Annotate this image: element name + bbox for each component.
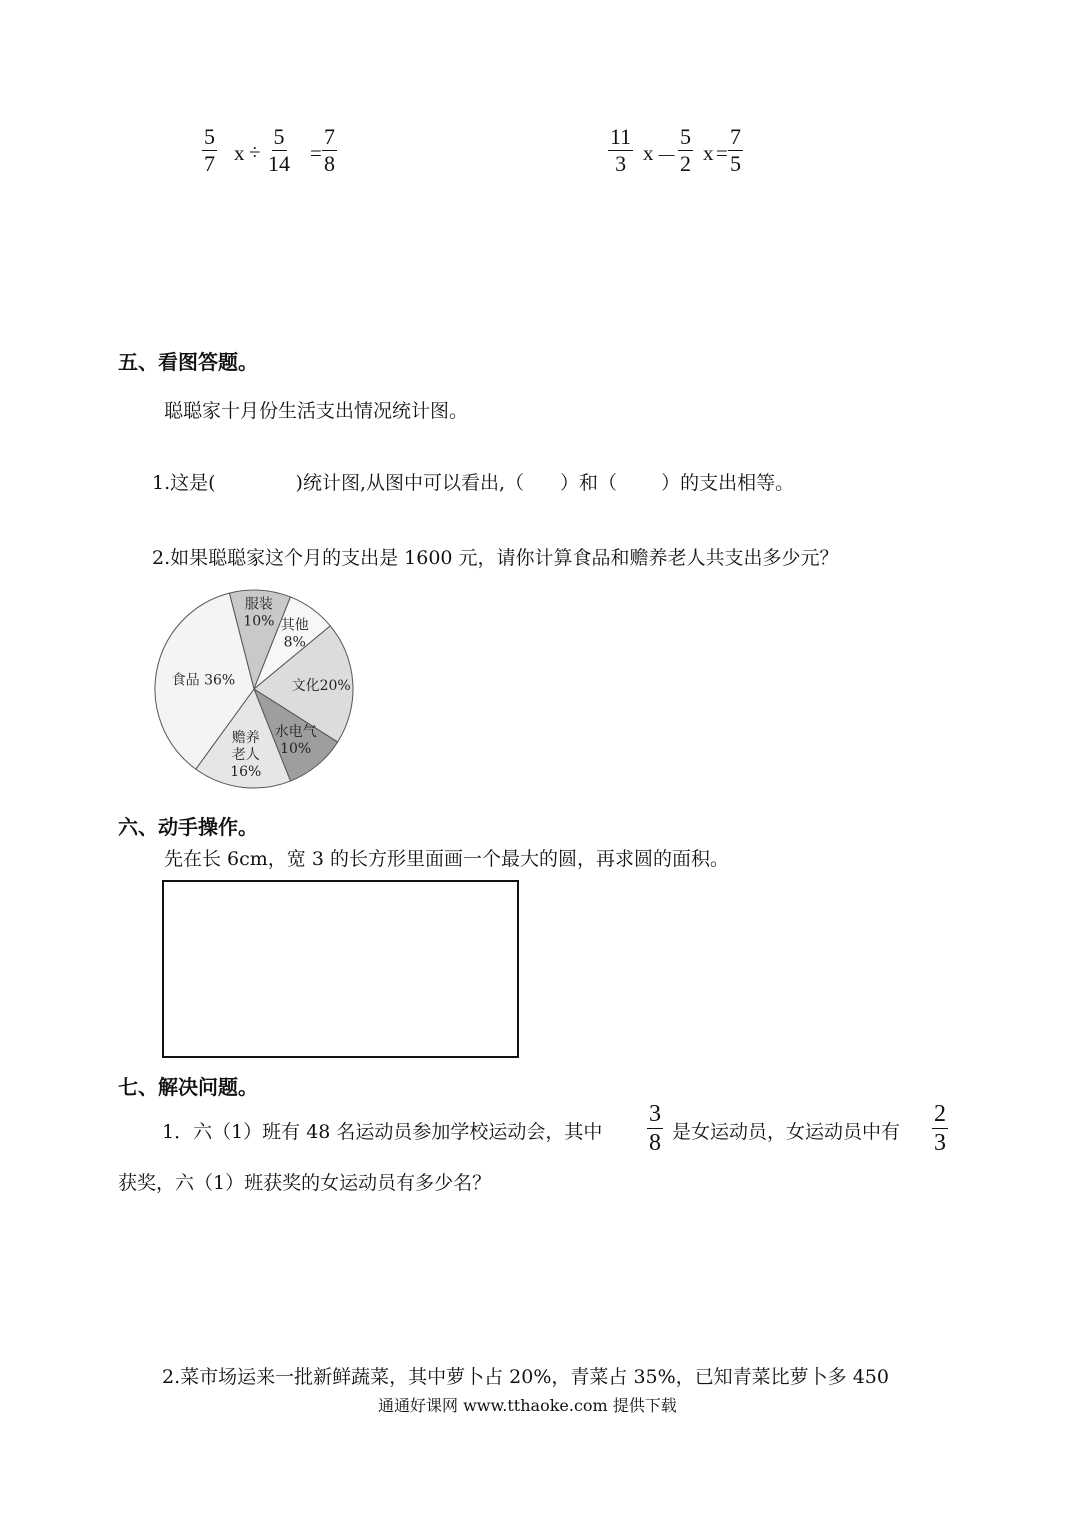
fraction: $\frac{3}{8}$ — [649, 1101, 661, 1156]
question-5-2: 2.如果聪聪家这个月的支出是 1600 元，请你计算食品和赡养老人共支出多少元？ — [152, 547, 839, 569]
section-6-title: 六、动手操作。 — [118, 815, 258, 839]
fraction: $\frac{5}{7}$ — [204, 124, 215, 176]
footer-credit: 通通好课网 www.tthaoke.com 提供下载 — [378, 1396, 677, 1415]
equals-sign: = — [310, 141, 322, 165]
question-7-1-middle: 是女运动员，女运动员中有 — [672, 1121, 901, 1143]
pie-chart — [150, 584, 360, 794]
question-7-2: 2.菜市场运来一批新鲜蔬菜，其中萝卜占 20%，青菜占 35%，已知青菜比萝卜多 450 — [162, 1366, 889, 1388]
fraction: $\frac{7}{8}$ — [324, 124, 335, 176]
minus-sign: － — [656, 144, 677, 168]
pie-slice-label: 赡养老人 16% — [230, 729, 262, 780]
pie-slice-label: 水电气 10% — [274, 723, 317, 757]
equals-sign: = — [716, 141, 728, 165]
fraction: $\frac{11}{3}$ — [610, 124, 632, 176]
drawing-rectangle[interactable] — [162, 880, 519, 1058]
fraction: $\frac{5}{14}$ — [268, 124, 290, 176]
instruction-text: 先在长 6cm，宽 3 的长方形里面画一个最大的圆，再求圆的面积。 — [164, 848, 729, 870]
pie-slice-label: 食品 36% — [171, 672, 236, 689]
fraction: $\frac{5}{2}$ — [680, 124, 691, 176]
fraction: $\frac{7}{5}$ — [730, 124, 741, 176]
pie-slice-label: 其他 8% — [280, 617, 309, 651]
variable-x: x — [643, 141, 654, 165]
section-7-title: 七、解决问题。 — [118, 1075, 258, 1099]
question-7-1-line1: 1．六（1）班有 48 名运动员参加学校运动会，其中 — [162, 1121, 603, 1143]
question-7-1-line2: 获奖，六（1）班获奖的女运动员有多少名？ — [118, 1172, 492, 1194]
pie-slice-label: 文化20% — [291, 677, 351, 694]
variable-x: x — [234, 141, 245, 165]
fraction: $\frac{2}{3}$ — [934, 1101, 946, 1156]
pie-slice-label: 服装 10% — [243, 596, 275, 630]
divide-sign: ÷ — [249, 140, 261, 164]
section-5-title: 五、看图答题。 — [118, 350, 258, 374]
chart-caption: 聪聪家十月份生活支出情况统计图。 — [164, 400, 469, 422]
question-5-1: 1.这是( )统计图,从图中可以看出,（ ）和（ ）的支出相等。 — [152, 472, 795, 494]
variable-x: x — [703, 141, 714, 165]
